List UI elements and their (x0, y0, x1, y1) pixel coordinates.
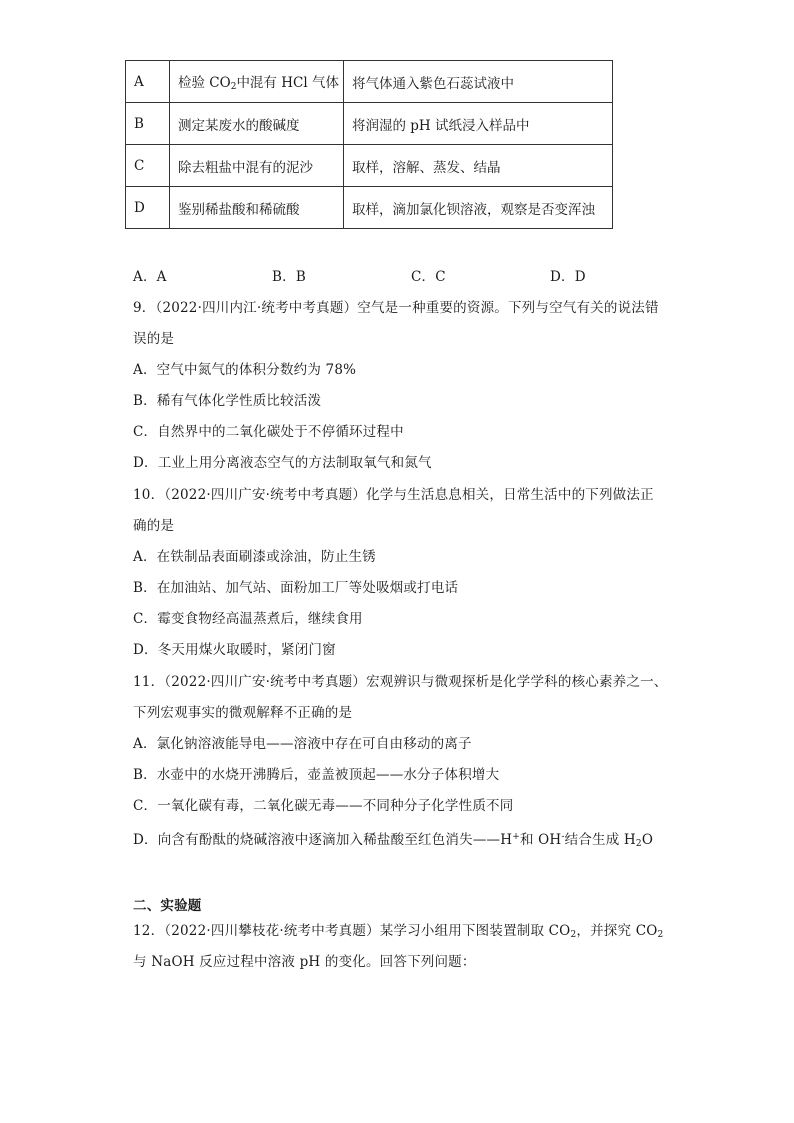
q11-option: D．向含有酚酞的烧碱溶液中逐滴加入稀盐酸至红色消失——H+和 OH-结合生成 $H_2O$ (133, 832, 654, 849)
row-method: 取样，溶解、蒸发、结晶 (344, 145, 613, 187)
q10-option: D．冬天用煤火取暖时，紧闭门窗 (133, 642, 336, 658)
q10-option: A．在铁制品表面刷漆或涂油，防止生锈 (133, 549, 376, 565)
row-purpose: 鉴别稀盐酸和稀硫酸 (170, 187, 344, 229)
row-purpose: 除去粗盐中混有的泥沙 (170, 145, 344, 187)
row-method: 取样，滴加氯化钡溶液，观察是否变浑浊 (344, 187, 613, 229)
row-purpose: 检验 $CO_2$中混有 HCl 气体 (170, 61, 344, 103)
table-row (126, 145, 613, 187)
q8-answer-choices (133, 268, 689, 286)
row-method: 将润湿的 pH 试纸浸入样品中 (344, 103, 613, 145)
q9-stem-cont: 误的是 (133, 331, 175, 347)
table-row (126, 61, 613, 103)
row-label: C (126, 145, 170, 187)
table-row (126, 187, 613, 229)
q9-option: B．稀有气体化学性质比较活泼 (133, 393, 322, 409)
row-label: A (126, 61, 170, 103)
q10-option: B．在加油站、加气站、面粉加工厂等处吸烟或打电话 (133, 580, 459, 596)
row-label: B (126, 103, 170, 145)
q11-stem-cont: 下列宏观事实的微观解释不正确的是 (133, 705, 353, 721)
q9-stem: 9．（2022·四川内江·统考中考真题）空气是一种重要的资源。下列与空气有关的说法错 (133, 300, 659, 316)
q9-option: D．工业上用分离液态空气的方法制取氧气和氮气 (133, 455, 432, 471)
q10-stem: 10．（2022·四川广安·统考中考真题）化学与生活息息相关，日常生活中的下列做法正 (133, 487, 654, 503)
row-method: 将气体通入紫色石蕊试液中 (344, 61, 613, 103)
answer-choice: A．A (133, 269, 167, 285)
q10-option: C．霉变食物经高温蒸煮后，继续食用 (133, 611, 363, 627)
answer-choice: C．C (411, 269, 446, 285)
section-heading: 二、实验题 (133, 898, 202, 914)
q12-stem-cont: 与 NaOH 反应过程中溶液 pH 的变化。回答下列问题： (133, 954, 476, 970)
row-purpose: 测定某废水的酸碱度 (170, 103, 344, 145)
answer-choice: B．B (272, 269, 306, 285)
q10-stem-cont: 确的是 (133, 518, 175, 534)
answer-choice: D．D (550, 269, 586, 285)
table-row (126, 103, 613, 145)
row-label: D (126, 187, 170, 229)
q11-option: B．水壶中的水烧开沸腾后，壶盖被顶起——水分子体积增大 (133, 767, 500, 783)
experiment-options-table (125, 60, 613, 229)
q11-option: C．一氧化碳有毒，二氧化碳无毒——不同种分子化学性质不同 (133, 798, 514, 814)
q11-stem: 11．（2022·四川广安·统考中考真题）宏观辨识与微观探析是化学学科的核心素养之一、 (133, 674, 668, 690)
q11-option: A．氯化钠溶液能导电——溶液中存在可自由移动的离子 (133, 736, 472, 752)
q12-stem: 12．（2022·四川攀枝花·统考中考真题）某学习小组用下图装置制取 $CO_2$，并探究 $CO_2$ (133, 923, 664, 940)
q9-option: A．空气中氮气的体积分数约为 78% (133, 362, 357, 378)
q9-option: C．自然界中的二氧化碳处于不停循环过程中 (133, 424, 404, 440)
